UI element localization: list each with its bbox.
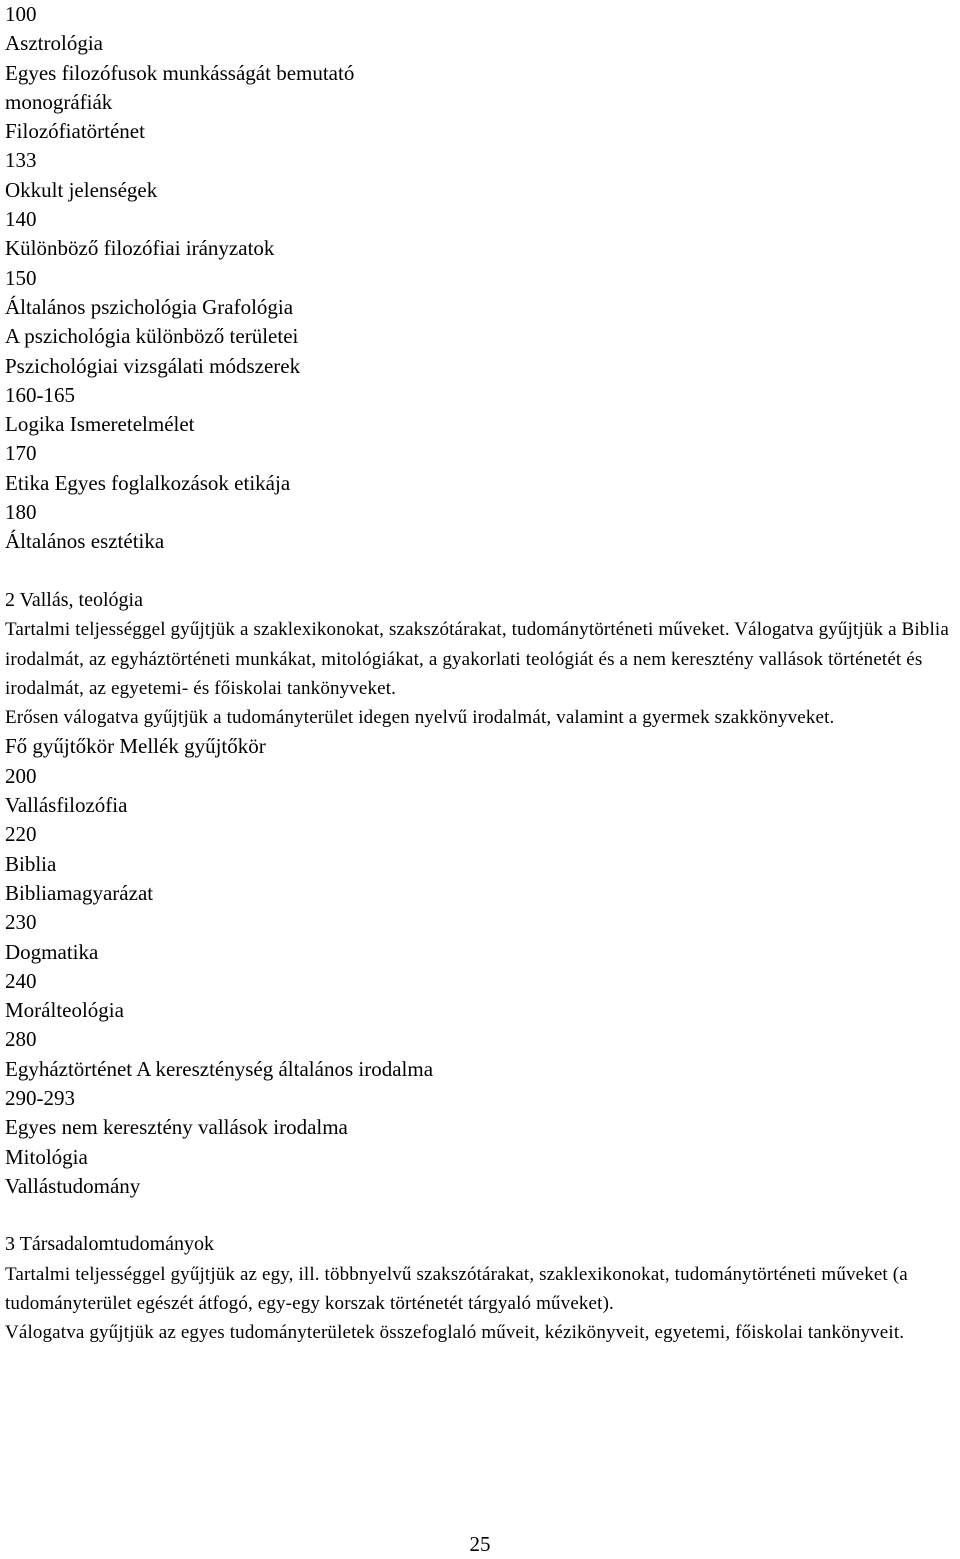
list-item: 160-165 [5, 382, 75, 407]
section-1-list [5, 0, 955, 557]
list-item: A pszichológia különböző területei [5, 324, 299, 349]
section-paragraph: Tartalmi teljességgel gyűjtjük a szaklexikonokat, szakszótárakat, tudománytörténeti műveket. Válogatva gyűjtjük a Biblia irodalmát, az egyháztörténeti munkákat, mitológiákat, a gyakorlati teológiát és a nem keresztény vallások történetét és irodalmát, az egyetemi- és főiskolai tankönyveket. [5, 619, 949, 699]
list-item: Vallástudomány [5, 1173, 141, 1198]
list-item: Etika Egyes foglalkozások etikája [5, 470, 291, 495]
list-item: 240 [5, 968, 37, 993]
list-item: Egyes nem keresztény vallások irodalma [5, 1115, 348, 1140]
list-item: 280 [5, 1027, 37, 1052]
section-heading: 2 Vallás, teológia [5, 588, 143, 611]
list-item: Általános pszichológia Grafológia [5, 294, 294, 319]
list-item: 230 [5, 910, 37, 935]
list-item: Általános esztétika [5, 529, 165, 554]
list-item: 220 [5, 822, 37, 847]
list-item: 180 [5, 500, 37, 525]
list-item: monográfiák [5, 89, 113, 114]
list-item: Filozófiatörténet [5, 119, 145, 144]
document-page [5, 0, 955, 1348]
list-item: 150 [5, 265, 37, 290]
list-item: 133 [5, 148, 37, 173]
list-item: Fő gyűjtőkör Mellék gyűjtőkör [5, 734, 266, 759]
list-item: Mitológia [5, 1144, 88, 1169]
list-item: Biblia [5, 851, 57, 876]
list-item: Vallásfilozófia [5, 793, 128, 818]
list-item: Logika Ismeretelmélet [5, 412, 195, 437]
section-paragraph: Erősen válogatva gyűjtjük a tudományterület idegen nyelvű irodalmát, valamint a gyermek szakkönyveket. [5, 707, 835, 729]
spacer [5, 557, 955, 586]
section-3 [5, 1230, 955, 1347]
list-item: 290-293 [5, 1085, 75, 1110]
spacer [5, 1201, 955, 1230]
list-item: Dogmatika [5, 939, 99, 964]
list-item: Bibliamagyarázat [5, 880, 154, 905]
list-item: 200 [5, 763, 37, 788]
list-item: Különböző filozófiai irányzatok [5, 236, 275, 261]
section-paragraph: Tartalmi teljességgel gyűjtjük az egy, ill. többnyelvű szakszótárakat, szaklexikonokat, tudománytörténeti műveket (a tudományterület egészét átfogó, egy-egy korszak történetét tárgyaló műveket). [5, 1263, 908, 1315]
list-item: Pszichológiai vizsgálati módszerek [5, 353, 301, 378]
list-item: Morálteológia [5, 998, 124, 1023]
list-item: 170 [5, 441, 37, 466]
list-item: Egyháztörténet A kereszténység általános irodalma [5, 1056, 434, 1081]
list-item: Asztrológia [5, 31, 103, 56]
section-paragraph: Válogatva gyűjtjük az egyes tudományterületek összefoglaló műveit, kézikönyveit, egyetemi, főiskolai tankönyveit. [5, 1322, 905, 1344]
page-number: 25 [469, 1532, 491, 1556]
list-item: Egyes filozófusok munkásságát bemutató [5, 60, 355, 85]
section-heading: 3 Társadalomtudományok [5, 1233, 215, 1256]
section-2 [5, 586, 955, 1201]
list-item: Okkult jelenségek [5, 177, 158, 202]
list-item: 100 [5, 2, 37, 26]
list-item: 140 [5, 207, 37, 232]
